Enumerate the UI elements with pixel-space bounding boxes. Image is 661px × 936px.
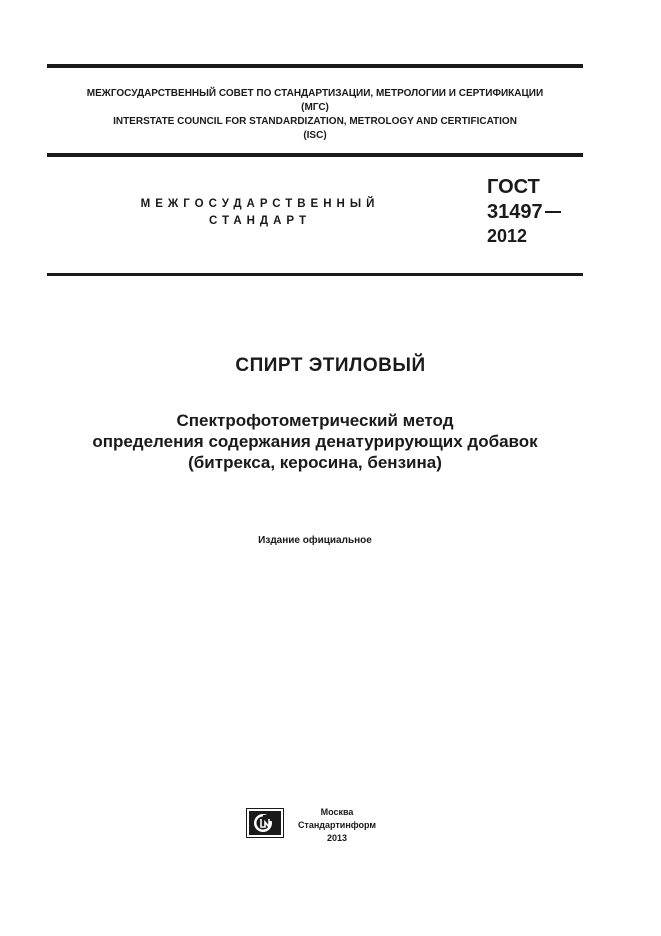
gost-label: ГОСТ <box>487 176 540 198</box>
middle-rule <box>47 153 583 157</box>
publisher-info <box>292 806 382 845</box>
council-en-line2: (ISC) <box>303 130 327 141</box>
standard-type-line1: МЕЖГОСУДАРСТВЕННЫЙ <box>140 198 380 210</box>
council-en-line1: INTERSTATE COUNCIL FOR STANDARDIZATION, METROLOGY AND CERTIFICATION <box>113 116 517 127</box>
council-ru-line1: МЕЖГОСУДАРСТВЕННЫЙ СОВЕТ ПО СТАНДАРТИЗАЦИИ, МЕТРОЛОГИИ И СЕРТИФИКАЦИИ <box>86 88 544 99</box>
standard-type-line2: СТАНДАРТ <box>209 215 311 227</box>
council-header <box>47 87 583 143</box>
publisher-name: Стандартинформ <box>297 820 377 830</box>
publisher-year: 2013 <box>326 833 348 843</box>
document-subtitle <box>0 410 630 473</box>
gost-year: 2012 <box>487 226 528 246</box>
subtitle-line3: (битрекса, керосина, бензина) <box>188 453 442 472</box>
top-rule <box>47 64 583 68</box>
subtitle-line2: определения содержания денатурирующих добавок <box>92 432 538 451</box>
gost-number: 31497 <box>487 201 543 223</box>
gost-designation <box>487 175 561 248</box>
subtitle-line1: Спектрофотометрический метод <box>176 411 454 430</box>
gost-dash <box>545 211 561 213</box>
edition-note: Издание официальное <box>258 535 372 546</box>
lower-rule <box>47 273 583 276</box>
council-ru-line2: (МГС) <box>301 102 329 113</box>
standard-type-label <box>120 196 400 230</box>
document-title: СПИРТ ЭТИЛОВЫЙ <box>235 355 426 376</box>
publisher-city: Москва <box>320 807 354 817</box>
standartinform-logo-icon <box>246 808 284 838</box>
